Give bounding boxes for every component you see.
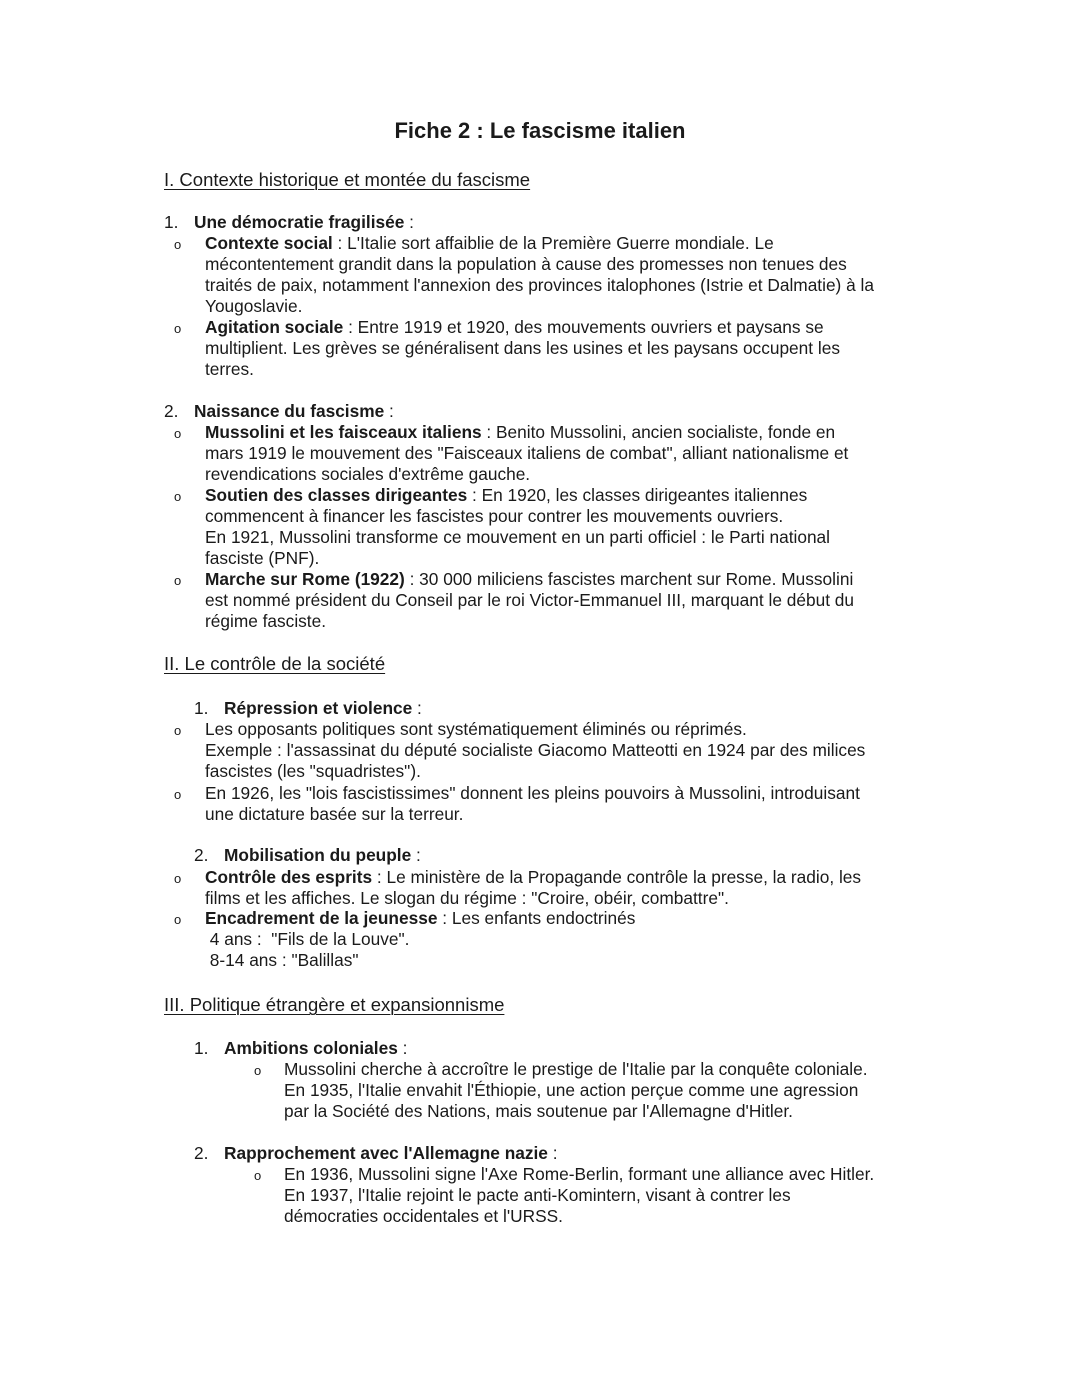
- subsection-title-suffix: :: [397, 1038, 408, 1058]
- subsection-title: [194, 212, 414, 233]
- subsection-number: 1.: [194, 698, 209, 718]
- bullet-icon: o: [174, 573, 182, 588]
- item-bold-label: Agitation sociale: [205, 317, 344, 337]
- item-line: Exemple : l'assassinat du député socialiste Giacomo Matteotti en 1924 par des milices: [205, 740, 866, 760]
- item-line: 4 ans : "Fils de la Louve".: [205, 929, 410, 949]
- list-item: [205, 569, 925, 632]
- list-item: [205, 908, 925, 971]
- item-line: 8-14 ans : "Balillas": [205, 950, 359, 970]
- subsection-title-suffix: :: [384, 401, 394, 421]
- bullet-icon: o: [174, 426, 182, 441]
- item-line: [205, 783, 925, 804]
- list-item: [284, 1164, 924, 1227]
- list-item: [205, 867, 925, 909]
- page-title: Fiche 2 : Le fascisme italien: [394, 118, 686, 143]
- list-item: [205, 783, 925, 825]
- item-line: Mussolini cherche à accroître le prestige de l'Italie par la conquête coloniale.: [284, 1059, 868, 1079]
- subsection-title: [224, 1038, 407, 1059]
- subsection-title-suffix: :: [547, 1143, 558, 1163]
- bullet-icon: o: [174, 787, 182, 802]
- list-item: [205, 317, 925, 380]
- item-line: [205, 485, 925, 506]
- item-line: est nommé président du Conseil par le roi Victor-Emmanuel III, marquant le début du: [205, 590, 855, 610]
- subsection-title-suffix: :: [412, 698, 422, 718]
- bullet-icon: o: [174, 912, 182, 927]
- list-item: [284, 1059, 924, 1122]
- item-line: revendications sociales d'extrême gauche.: [205, 464, 531, 484]
- item-line: mars 1919 le mouvement des "Faisceaux italiens de combat", alliant nationalisme et: [205, 443, 849, 463]
- item-bold-label: Contrôle des esprits: [205, 867, 373, 887]
- subsection-number: 1.: [164, 212, 179, 232]
- item-line: En 1936, Mussolini signe l'Axe Rome-Berlin, formant une alliance avec Hitler.: [284, 1164, 875, 1184]
- item-line: En 1937, l'Italie rejoint le pacte anti-Komintern, visant à contrer les: [284, 1185, 791, 1205]
- item-text: : Le ministère de la Propagande contrôle la presse, la radio, les: [372, 867, 862, 887]
- item-line: [205, 317, 925, 338]
- item-line: démocraties occidentales et l'URSS.: [284, 1206, 563, 1226]
- list-item: [205, 233, 925, 317]
- item-text: : Les enfants endoctrinés: [437, 908, 636, 928]
- item-line: mécontentement grandit dans la population à cause des promesses non tenues des: [205, 254, 847, 274]
- bullet-icon: o: [254, 1063, 262, 1078]
- item-text: : Entre 1919 et 1920, des mouvements ouvriers et paysans se: [343, 317, 824, 337]
- list-item: [205, 485, 925, 569]
- subsection-title-text: Rapprochement avec l'Allemagne nazie: [224, 1143, 548, 1163]
- item-line: fasciste (PNF).: [205, 548, 320, 568]
- item-line: une dictature basée sur la terreur.: [205, 804, 464, 824]
- list-item: [205, 422, 925, 485]
- item-text: : Benito Mussolini, ancien socialiste, fonde en: [481, 422, 836, 442]
- item-bold-label: Soutien des classes dirigeantes: [205, 485, 468, 505]
- subsection-title-text: Mobilisation du peuple: [224, 845, 412, 865]
- section-heading-3: III. Politique étrangère et expansionnisme: [164, 994, 505, 1015]
- subsection-number: 2.: [194, 845, 209, 865]
- item-line: [205, 719, 925, 740]
- bullet-icon: o: [174, 321, 182, 336]
- item-line: traités de paix, notamment l'annexion des provinces italophones (Istrie et Dalmatie) à la: [205, 275, 874, 295]
- item-line: Yougoslavie.: [205, 296, 303, 316]
- item-bold-label: Marche sur Rome (1922): [205, 569, 405, 589]
- item-line: En 1935, l'Italie envahit l'Éthiopie, une action perçue comme une agression: [284, 1080, 859, 1100]
- subsection-number: 1.: [194, 1038, 209, 1058]
- subsection-title-text: Une démocratie fragilisée: [194, 212, 405, 232]
- item-line: terres.: [205, 359, 254, 379]
- subsection-number: 2.: [164, 401, 179, 421]
- item-line: [205, 867, 925, 888]
- subsection-title-text: Répression et violence: [224, 698, 413, 718]
- section-heading-2: II. Le contrôle de la société: [164, 653, 386, 674]
- item-line: commencent à financer les fascistes pour contrer les mouvements ouvriers.: [205, 506, 784, 526]
- item-bold-label: Encadrement de la jeunesse: [205, 908, 438, 928]
- subsection-title: [224, 845, 421, 866]
- subsection-title: [194, 401, 394, 422]
- subsection-title: [224, 1143, 558, 1164]
- subsection-number: 2.: [194, 1143, 209, 1163]
- item-bold-label: Contexte social: [205, 233, 333, 253]
- subsection-title-text: Ambitions coloniales: [224, 1038, 398, 1058]
- subsection-title-text: Naissance du fascisme: [194, 401, 385, 421]
- item-bold-label: Mussolini et les faisceaux italiens: [205, 422, 482, 442]
- item-line: régime fasciste.: [205, 611, 327, 631]
- bullet-icon: o: [174, 723, 182, 738]
- item-text: En 1926, les "lois fascistissimes" donnent les pleins pouvoirs à Mussolini, introduisant: [205, 783, 860, 803]
- list-item: [205, 719, 925, 782]
- item-line: multiplient. Les grèves se généralisent dans les usines et les paysans occupent les: [205, 338, 840, 358]
- item-text: : L'Italie sort affaiblie de la Première Guerre mondiale. Le: [332, 233, 774, 253]
- bullet-icon: o: [174, 489, 182, 504]
- subsection-title: [224, 698, 422, 719]
- item-line: [205, 569, 925, 590]
- item-line: fascistes (les "squadristes").: [205, 761, 421, 781]
- item-text: : En 1920, les classes dirigeantes italiennes: [467, 485, 808, 505]
- item-line: films et les affiches. Le slogan du régime : "Croire, obéir, combattre".: [205, 888, 729, 908]
- bullet-icon: o: [254, 1168, 262, 1183]
- subsection-title-suffix: :: [404, 212, 414, 232]
- item-line: [205, 908, 925, 929]
- item-text: : 30 000 miliciens fascistes marchent sur Rome. Mussolini: [404, 569, 854, 589]
- section-heading-1: I. Contexte historique et montée du fascisme: [164, 169, 531, 190]
- subsection-title-suffix: :: [411, 845, 421, 865]
- bullet-icon: o: [174, 871, 182, 886]
- item-line: [205, 422, 925, 443]
- item-line: par la Société des Nations, mais soutenue par l'Allemagne d'Hitler.: [284, 1101, 793, 1121]
- item-line: En 1921, Mussolini transforme ce mouvement en un parti officiel : le Parti national: [205, 527, 831, 547]
- bullet-icon: o: [174, 237, 182, 252]
- item-text: Les opposants politiques sont systématiquement éliminés ou réprimés.: [205, 719, 747, 739]
- item-line: [205, 233, 925, 254]
